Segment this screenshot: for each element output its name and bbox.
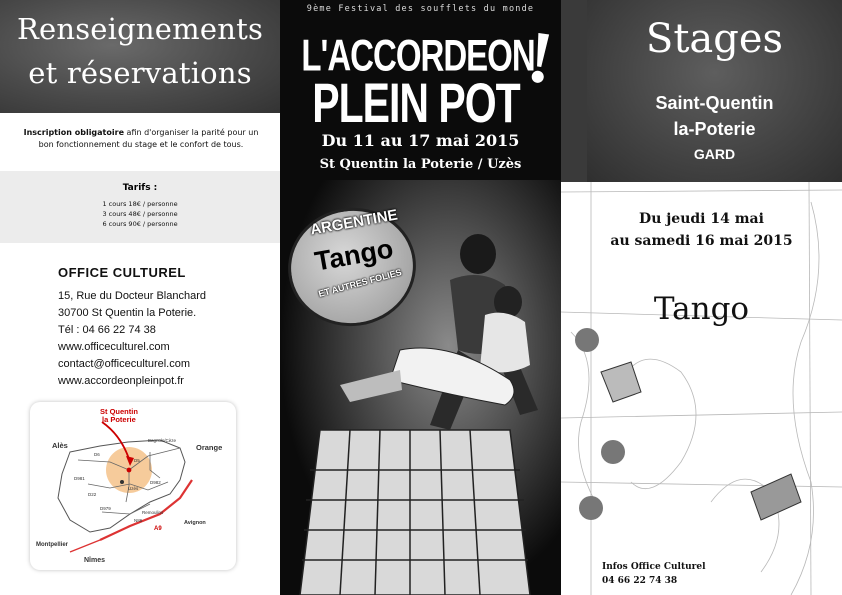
poster-exclamation: ! xyxy=(522,15,559,101)
svg-text:Nîmes: Nîmes xyxy=(84,557,106,564)
svg-text:Bagnols/Cèze: Bagnols/Cèze xyxy=(148,438,177,443)
svg-text:Avignon: Avignon xyxy=(184,520,206,526)
stages-header xyxy=(587,0,842,182)
svg-text:D6: D6 xyxy=(94,452,100,457)
decor-dot-3 xyxy=(579,496,603,520)
poster-dates: Du 11 au 17 mai 2015 xyxy=(321,131,520,150)
poster-title-line1: L'ACCORDEON xyxy=(301,30,535,80)
info-header-title: Renseignements xyxy=(16,12,264,46)
stage-title-tango: Tango xyxy=(653,291,750,327)
badge-argentine: ARGENTINE xyxy=(309,206,399,239)
info-header-subtitle: et réservations xyxy=(28,56,252,90)
festival-website-link[interactable]: www.accordeonpleinpot.fr xyxy=(58,375,184,387)
info-header xyxy=(0,0,280,113)
office-city: 30700 St Quentin la Poterie. xyxy=(58,307,197,319)
tarif-line: 6 cours 90€ / personne xyxy=(102,220,178,228)
infos-phone[interactable]: 04 66 22 74 38 xyxy=(602,576,678,586)
svg-text:Orange: Orange xyxy=(196,443,223,452)
location-region: GARD xyxy=(693,146,736,162)
location-line1: Saint-Quentin xyxy=(655,93,774,113)
tarifs-title: Tarifs : xyxy=(122,183,158,193)
office-website-link[interactable]: www.officeculturel.com xyxy=(58,341,170,353)
svg-text:N86: N86 xyxy=(134,518,143,523)
badge-folies: ET AUTRES FOLIES xyxy=(317,267,403,299)
svg-text:Montpellier: Montpellier xyxy=(36,542,69,548)
stages-title: Stages xyxy=(645,16,784,62)
stages-panel xyxy=(561,0,842,595)
inscription-note xyxy=(20,127,262,151)
map-label-poterie: la Poterie xyxy=(102,415,136,424)
office-title: OFFICE CULTUREL xyxy=(58,265,186,280)
info-panel xyxy=(0,0,280,595)
location-line2: la-Poterie xyxy=(673,119,756,139)
stage-dates-start: Du jeudi 14 mai xyxy=(639,211,764,227)
location-map xyxy=(30,402,236,570)
poster-title-line2: PLEIN POT xyxy=(312,72,520,135)
svg-text:Remoulins: Remoulins xyxy=(142,510,164,515)
svg-text:Alès: Alès xyxy=(52,441,68,450)
tarif-line: 3 cours 48€ / personne xyxy=(102,210,178,218)
svg-text:Uzès: Uzès xyxy=(128,486,139,491)
svg-text:D979: D979 xyxy=(100,506,111,511)
inscription-text: afin d'organiser la parité pour un bon fonctionnement du stage et le confort de tous. xyxy=(38,128,259,149)
infos-label: Infos Office Culturel xyxy=(602,562,706,572)
inscription-label: Inscription obligatoire xyxy=(23,128,124,137)
tarif-line: 1 cours 18€ / personne xyxy=(102,200,178,208)
svg-text:D5: D5 xyxy=(134,458,140,463)
dancer-head xyxy=(460,234,496,274)
tarifs-box xyxy=(0,171,280,243)
svg-text:A9: A9 xyxy=(154,526,162,532)
badge-tango: Tango xyxy=(312,233,396,277)
svg-text:D982: D982 xyxy=(150,480,161,485)
poster-place: St Quentin la Poterie / Uzès xyxy=(319,157,522,172)
office-phone[interactable]: Tél : 04 66 22 74 38 xyxy=(58,324,156,336)
decor-dot-1 xyxy=(575,328,599,352)
decor-dot-2 xyxy=(601,440,625,464)
svg-text:D981: D981 xyxy=(74,476,85,481)
office-email-link[interactable]: contact@officeculturel.com xyxy=(58,358,191,370)
office-address: 15, Rue du Docteur Blanchard xyxy=(58,290,206,302)
festival-edition: 9ème Festival des soufflets du monde xyxy=(306,4,535,14)
stage-dates-end: au samedi 16 mai 2015 xyxy=(610,233,793,249)
svg-text:D22: D22 xyxy=(88,492,97,497)
map-label-stquentin: St Quentin xyxy=(100,407,138,416)
